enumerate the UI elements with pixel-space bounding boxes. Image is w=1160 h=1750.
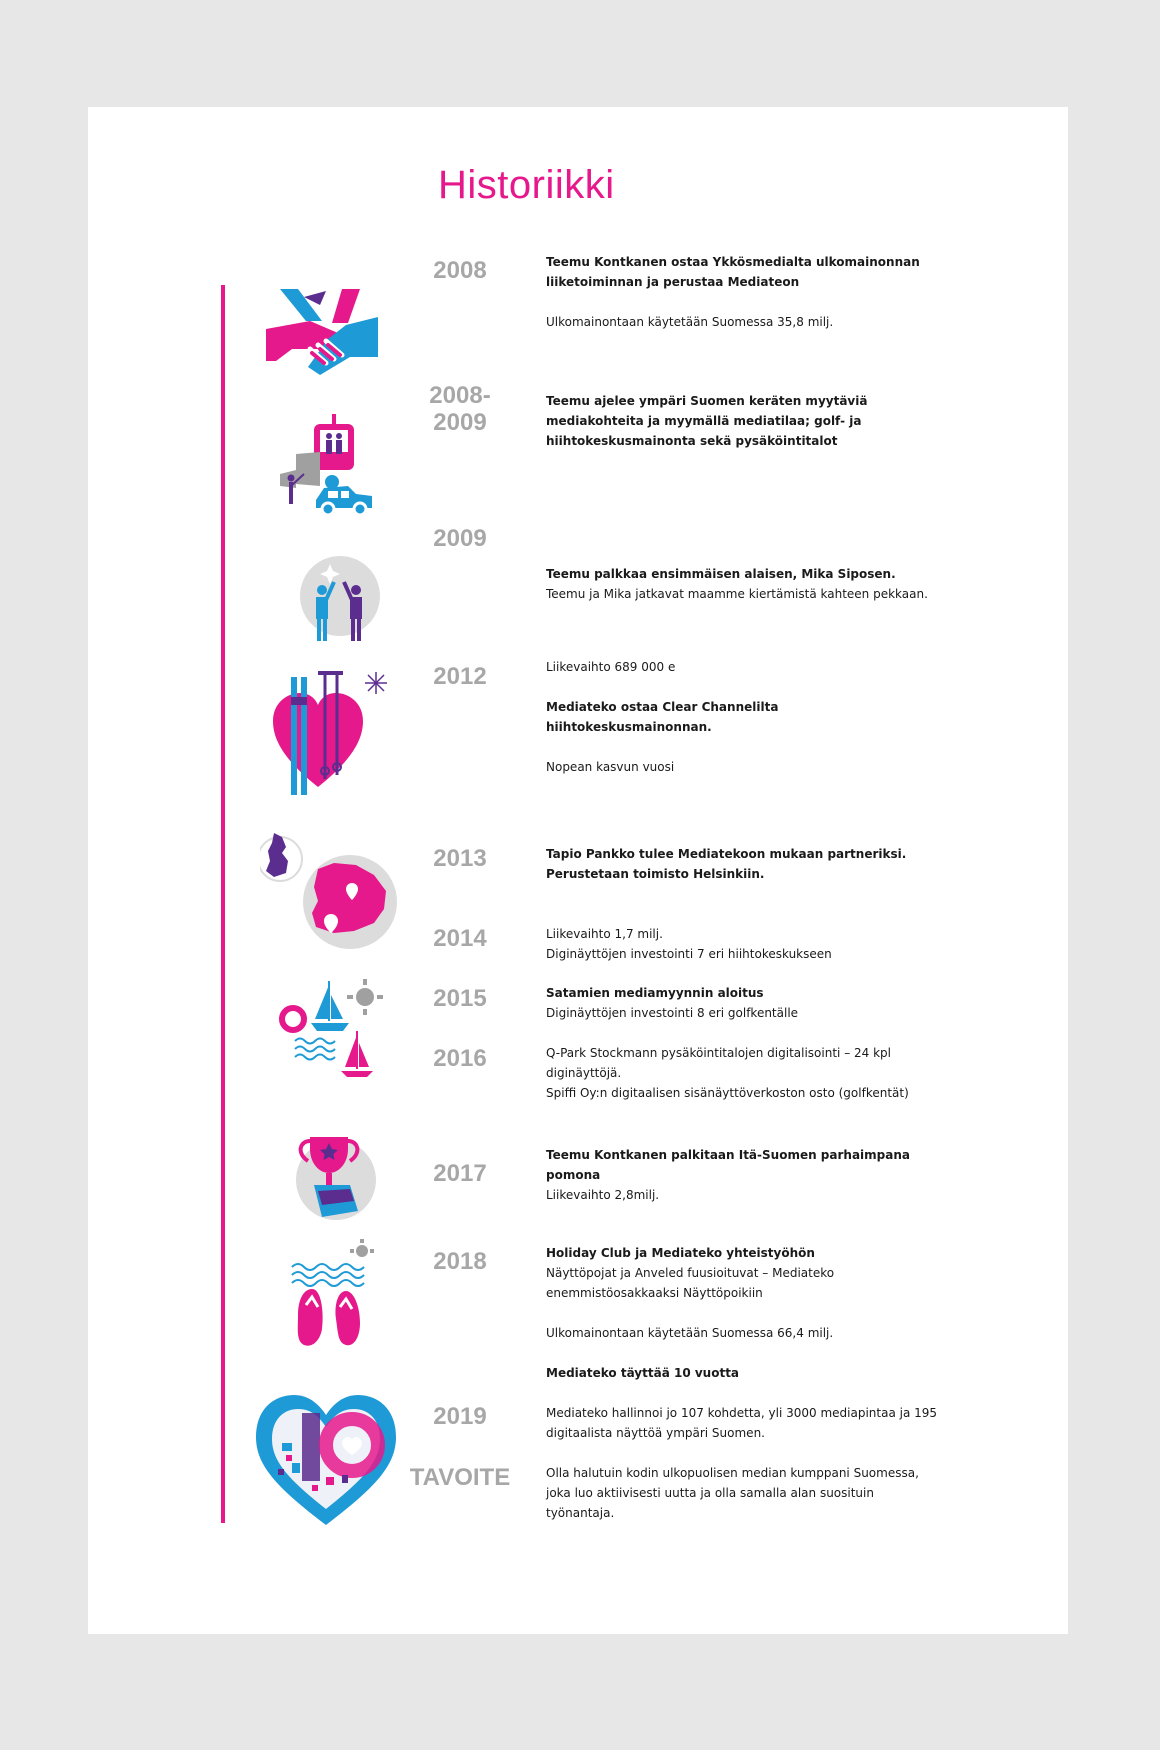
- event-paragraph: [546, 564, 938, 604]
- year-label: 2018: [433, 1248, 487, 1275]
- event-line: Ulkomainontaan käytetään Suomessa 35,8 milj.: [546, 315, 834, 329]
- event-bold: Mediateko täyttää 10 vuotta: [546, 1366, 740, 1380]
- event-bold: Teemu Kontkanen palkitaan Itä-Suomen parhaimpana pomona: [546, 1148, 910, 1182]
- event-line: Teemu ja Mika jatkavat maamme kiertämistä kahteen pekkaan.: [546, 587, 928, 601]
- event-text: [546, 1145, 938, 1205]
- event-text: [546, 844, 938, 884]
- year-label: 2009: [433, 525, 487, 552]
- event-line: Q-Park Stockmann pysäköintitalojen digitalisointi – 24 kpl diginäyttöjä.: [546, 1046, 891, 1080]
- event-text: [546, 564, 938, 604]
- page-title: Historiikki: [438, 163, 615, 207]
- event-text: [546, 983, 938, 1023]
- year-label-line: 2009: [433, 409, 487, 436]
- year-label: 2015: [433, 985, 487, 1012]
- timeline-line: [221, 285, 225, 1523]
- finland-map-icon: [260, 825, 400, 955]
- event-line: Mediateko hallinnoi jo 107 kohdetta, yli 3000 mediapintaa ja 195 digitaalista näyttöä ympäri Suomen.: [546, 1406, 938, 1440]
- event-line: Diginäyttöjen investointi 7 eri hiihtokeskukseen: [546, 947, 832, 961]
- event-text: [546, 1043, 938, 1103]
- sailboat-icon: [273, 977, 383, 1087]
- event-line: Liikevaihto 689 000 e: [546, 660, 676, 674]
- year-label: [380, 382, 540, 436]
- event-line: Olla halutuin kodin ulkopuolisen median kumppani Suomessa, joka luo aktiivisesti uutta ja olla samalla alan suosituin työnantaja.: [546, 1466, 919, 1520]
- year-label: 2016: [433, 1045, 487, 1072]
- handshake-icon: [266, 287, 396, 397]
- year-label: 2019: [433, 1403, 487, 1430]
- trophy-icon: [288, 1125, 378, 1225]
- event-bold: Holiday Club ja Mediateko yhteistyöhön: [546, 1246, 815, 1260]
- event-text: [546, 1243, 938, 1383]
- flip-flops-icon: [286, 1239, 386, 1349]
- event-line: Ulkomainontaan käytetään Suomessa 66,4 milj.: [546, 1326, 834, 1340]
- heart-10-icon: [256, 1383, 396, 1527]
- history-card: [88, 107, 1068, 1634]
- year-label: 2012: [433, 663, 487, 690]
- event-line: Spiffi Oy:n digitaalisen sisänäyttöverkoston osto (golfkentät): [546, 1086, 909, 1100]
- year-label: 2013: [433, 845, 487, 872]
- event-text: [546, 252, 938, 332]
- event-bold: Mediateko ostaa Clear Channelilta hiihtokeskusmainonnan.: [546, 700, 779, 734]
- year-label: 2017: [433, 1160, 487, 1187]
- year-label: 2014: [433, 925, 487, 952]
- event-bold: Teemu Kontkanen ostaa Ykkösmedialta ulkomainonnan liiketoiminnan ja perustaa Mediateon: [546, 255, 920, 289]
- high-five-icon: [290, 550, 390, 650]
- year-label: 2008: [433, 257, 487, 284]
- event-line: Nopean kasvun vuosi: [546, 760, 675, 774]
- event-bold: Satamien mediamyynnin aloitus: [546, 986, 764, 1000]
- event-text: [546, 924, 938, 964]
- event-text: [546, 391, 938, 451]
- event-line: Liikevaihto 2,8milj.: [546, 1188, 660, 1202]
- event-line: Liikevaihto 1,7 milj.: [546, 927, 663, 941]
- event-text: [546, 1463, 938, 1523]
- event-text: [546, 1403, 938, 1443]
- year-label: TAVOITE: [409, 1464, 511, 1491]
- year-label-line: 2008-: [429, 382, 491, 409]
- event-bold: Tapio Pankko tulee Mediatekoon mukaan partneriksi.: [546, 847, 907, 861]
- event-line: Diginäyttöjen investointi 8 eri golfkentälle: [546, 1006, 799, 1020]
- event-bold: Perustetaan toimisto Helsinkiin.: [546, 867, 765, 881]
- event-line: Näyttöpojat ja Anveled fuusioituvat – Mediateko enemmistöosakkaaksi Näyttöpoikiin: [546, 1266, 835, 1300]
- event-bold: Teemu palkkaa ensimmäisen alaisen, Mika Siposen.: [546, 567, 896, 581]
- event-bold: Teemu ajelee ympäri Suomen keräten myytäviä mediakohteita ja myymällä mediatilaa; golf- ja hiihtokeskusmainonta sekä pysäköintitalot: [546, 394, 868, 448]
- gondola-car-golf-icon: [276, 412, 396, 520]
- event-text: [546, 657, 938, 777]
